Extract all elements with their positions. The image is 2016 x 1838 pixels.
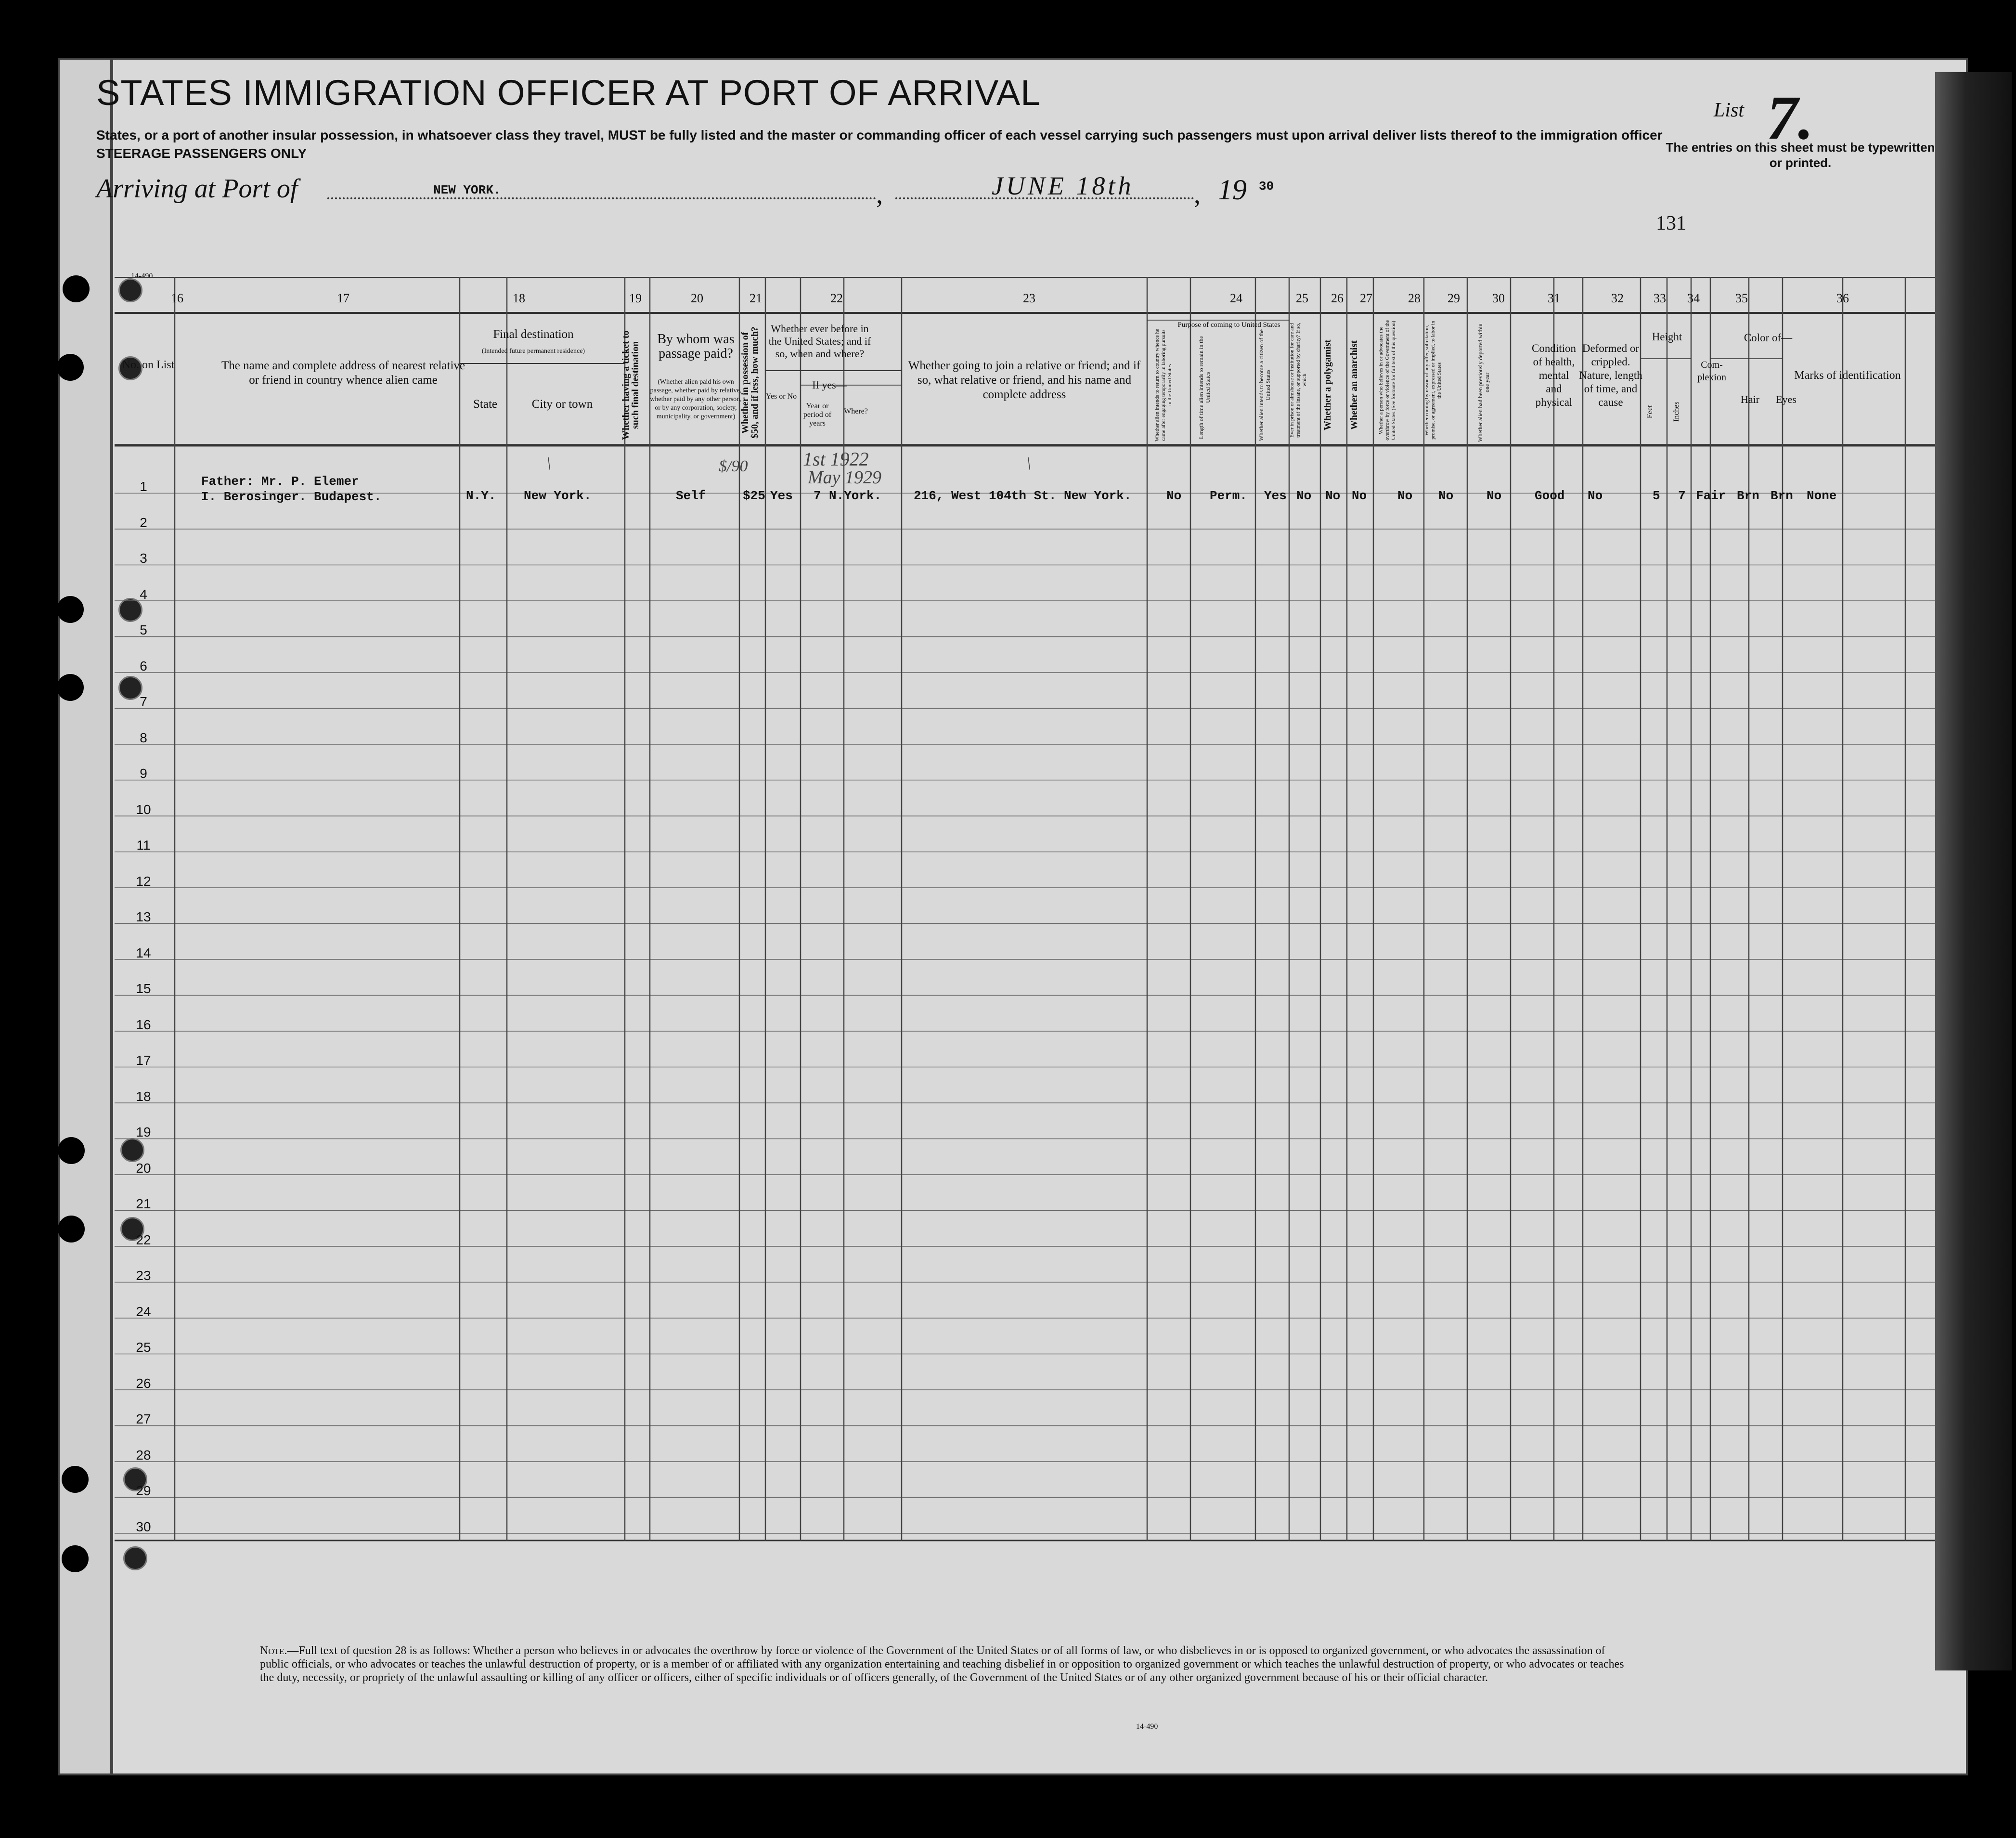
row-number: 30 (136, 1519, 151, 1534)
footnote-text: —Full text of question 28 is as follows: Whether a person who believes in or advocates the overthrow by force or violence of the Government of the United States or of all forms of law, or who disbelieves in or is opposed to organized government, or who advocates the assassination of public officials, or who advocates or teaches the unlawful destruction of property, or is a member of or affiliated with any organization entertaining and teaching disbelief in or opposition to organized government or which teaches the unlawful destruction of property, or who advocates or teaches the duty, necessity, or propriety of the unlawful assaulting or killing of any officer or officers, either of specific individuals or of officers generally, of the Government of the United States or of any other organized government because of his or their official character. (260, 1644, 1624, 1684)
col-number: 17 (337, 291, 349, 305)
header-nearest-relative: The name and complete address of nearest relative or friend in country whence alien came (221, 359, 465, 387)
header-anarchist: Whether an anarchist (1349, 340, 1359, 430)
row-number: 5 (140, 622, 147, 637)
footnote-label: Note. (260, 1644, 287, 1657)
handwritten-note: May 1929 (808, 467, 882, 488)
purpose-citizen: Yes (1264, 489, 1287, 503)
row-number: 12 (136, 873, 151, 889)
header-health: Condition of health, mental and physical (1531, 342, 1576, 408)
steerage-label: STEERAGE PASSENGERS ONLY (96, 146, 307, 161)
row-number: 4 (140, 586, 147, 602)
header-purpose: Purpose of coming to United States (1177, 321, 1280, 329)
row-number: 25 (136, 1340, 151, 1355)
header-color-of: Color of— (1744, 332, 1793, 344)
col-number: 25 (1296, 291, 1308, 305)
header-overthrow: Whether a person who believes in or advocates the overthrow by force or violence of the Government of the United States (See footnote for full text of this question) (1378, 320, 1396, 441)
destination-city: New York. (524, 489, 592, 503)
col-number: 30 (1492, 291, 1505, 305)
arrival-port: NEW YORK. (433, 183, 501, 197)
arrival-year: 30 (1259, 179, 1274, 194)
punch-hole (57, 674, 84, 701)
relative-name: Father: Mr. P. Elemer (201, 474, 359, 489)
footnote (260, 1644, 1627, 1684)
row-number: 19 (136, 1125, 151, 1139)
col-number: 32 (1611, 291, 1624, 305)
separator: , (1194, 180, 1201, 209)
row-number: 17 (136, 1053, 151, 1068)
height-feet: 5 (1653, 489, 1660, 503)
row-number: 14 (136, 945, 151, 960)
form-number-bottom: 14-490 (1136, 1722, 1158, 1731)
punch-hole (62, 1545, 89, 1572)
header-marks: Marks of identification (1794, 369, 1901, 382)
row-number: 27 (136, 1411, 151, 1426)
row-number: 28 (136, 1447, 151, 1463)
identification-marks: None (1807, 489, 1837, 503)
col-number: 19 (629, 291, 642, 305)
row-number: 23 (136, 1268, 151, 1283)
header-purpose-length: Length of time alien intends to remain in the United States (1198, 336, 1211, 439)
col-number: 23 (1023, 291, 1035, 305)
arrival-date: JUNE 18th (992, 171, 1134, 200)
separator: , (876, 180, 883, 209)
form-instructions: States, or a port of another insular possession, in whatsoever class they travel, MUST be fully listed and the master or commanding officer of each vessel carrying such passengers must upon arrival deliver lists thereof to the immigration officer (96, 128, 1663, 142)
prison-answer: No (1296, 489, 1312, 503)
arriving-port-label: Arriving at Port of (96, 174, 298, 204)
header-prison: Ever in prison or almshouse or institution for care and treatment of the insane, or supported by charity? If so, which (1289, 323, 1307, 438)
row-number: 13 (136, 909, 151, 924)
col-number: 26 (1331, 291, 1344, 305)
row-number: 6 (140, 658, 147, 673)
col-number: 33 (1654, 291, 1666, 305)
passage-paid-by: Self (676, 489, 706, 503)
check-mark: / (1021, 455, 1036, 473)
col-number: 28 (1408, 291, 1421, 305)
col-number: 21 (750, 291, 762, 305)
header-purpose-citizen: Whether alien intends to become a citizen of the United States (1258, 329, 1271, 441)
row-number: 18 (136, 1088, 151, 1104)
col-number: 35 (1735, 291, 1748, 305)
header-city: City or town (531, 398, 593, 411)
header-passage-paid-note: (Whether alien paid his own passage, whether paid by relative, whether paid by any other person, or by any corporation, society, municipality, or government) (650, 378, 742, 420)
header-deformed: Deformed or crippled. Nature, length of time, and cause (1579, 342, 1642, 408)
form-number: 14-490 (131, 272, 153, 280)
header-if-yes: If yes— (812, 379, 847, 391)
ever-before-yes-no: Yes (770, 489, 793, 503)
row-number: 22 (136, 1232, 151, 1247)
col-number: 22 (830, 291, 843, 305)
row-number: 16 (136, 1017, 151, 1032)
health-condition: Good (1535, 489, 1565, 503)
header-where: Where? (844, 407, 868, 415)
handwritten-note: $/90 (719, 457, 748, 475)
row-number: 7 (140, 694, 147, 709)
header-ticket: Whether having a ticket to such final destination (620, 330, 641, 440)
header-state: State (473, 398, 497, 411)
purpose-length: Perm. (1210, 489, 1248, 503)
relative-address: I. Berosinger. Budapest. (201, 490, 382, 504)
port-fill-line (327, 197, 876, 199)
page-number: 131 (1656, 212, 1686, 234)
col-number: 18 (513, 291, 525, 305)
destination-state: N.Y. (466, 489, 496, 503)
row-number: 10 (136, 802, 151, 817)
deformed-answer: No (1588, 489, 1603, 503)
binding-margin (60, 60, 113, 1773)
punch-hole (58, 1137, 85, 1164)
header-yes-no: Yes or No (765, 392, 797, 401)
overthrow-answer: No (1397, 489, 1413, 503)
col-number: 29 (1447, 291, 1460, 305)
header-year-period: Year or period of years (803, 402, 832, 427)
row-number: 20 (136, 1160, 151, 1176)
height-inches: 7 (1678, 489, 1686, 503)
row-number: 26 (136, 1375, 151, 1391)
typewritten-note: The entries on this sheet must be typewritten or printed. (1666, 140, 1935, 170)
punch-hole (57, 596, 84, 623)
manifest-table (115, 277, 1935, 1605)
row-number: 2 (140, 515, 147, 530)
row-number: 21 (136, 1196, 151, 1211)
header-final-destination-note: (Intended future permanent residence) (481, 348, 585, 355)
form-title: STATES IMMIGRATION OFFICER AT PORT OF ARRIVAL (96, 73, 1041, 113)
purpose-return: No (1166, 489, 1182, 503)
row-number: 15 (136, 981, 151, 996)
eye-color: Brn (1770, 489, 1793, 503)
header-feet: Feet (1646, 405, 1654, 418)
year-prefix: 19 (1218, 174, 1247, 206)
row-number: 8 (140, 730, 147, 745)
header-ever-before-us: Whether ever before in the United States; and if so, when and where? (768, 323, 871, 360)
ever-before-where: N.York. (829, 489, 882, 503)
punch-hole (58, 1216, 85, 1243)
header-final-destination: Final destination (493, 328, 574, 341)
list-number: 7. (1767, 83, 1814, 153)
money-amount: $25 (743, 489, 765, 503)
row-number: 24 (136, 1304, 151, 1319)
col-number: 27 (1360, 291, 1372, 305)
check-mark: / (542, 455, 556, 473)
col-number: 36 (1836, 291, 1849, 305)
header-hair: Hair (1740, 393, 1760, 405)
header-fifty-dollars: Whether in possession of $50, and if less, how much? (740, 326, 760, 439)
polygamist-answer: No (1325, 489, 1341, 503)
joining-address: 216, West 104th St. New York. (914, 489, 1132, 503)
row-number: 11 (136, 838, 151, 853)
punch-hole (62, 1466, 89, 1493)
header-joining-relative: Whether going to join a relative or friend; and if so, what relative or friend, and his name and complete address (908, 359, 1141, 401)
col-number: 20 (691, 291, 703, 305)
handwritten-note: 1st 1922 (803, 448, 869, 470)
row-number: 29 (136, 1483, 151, 1498)
header-deported: Whether alien had been previously deported within one year (1477, 324, 1490, 442)
deported-answer: No (1486, 489, 1502, 503)
complexion: Fair (1696, 489, 1726, 503)
header-eyes: Eyes (1776, 393, 1796, 405)
punch-hole (57, 354, 84, 381)
row-number: 1 (140, 479, 147, 494)
punch-hole (63, 275, 90, 302)
labor-offer-answer: No (1438, 489, 1454, 503)
header-complexion: Com-plexion (1697, 360, 1726, 383)
list-label: List (1714, 99, 1745, 121)
header-polygamist: Whether a polygamist (1322, 339, 1333, 431)
ever-before-year: 7 (814, 489, 821, 503)
row-number: 3 (140, 551, 147, 566)
page-edge-shadow (1935, 72, 2012, 1670)
col-number: 16 (171, 291, 183, 305)
header-no-on-list: No. on List (122, 359, 175, 371)
hair-color: Brn (1737, 489, 1759, 503)
header-purpose-return: Whether alien intends to return to country whence he came after engaging temporarily in laboring pursuits in the United States (1154, 329, 1173, 441)
col-number: 24 (1230, 291, 1242, 305)
header-passage-paid: By whom was passage paid? (657, 332, 735, 361)
header-labor-offer: Whether coming by reason of any offer, solicitation, promise, or agreement, expressed or implied, to labor in the United States (1424, 321, 1442, 440)
table-rules (115, 277, 1935, 1605)
col-number: 31 (1548, 291, 1560, 305)
header-height: Height (1652, 331, 1682, 343)
row-number: 9 (140, 766, 147, 781)
col-number: 34 (1687, 291, 1700, 305)
anarchist-answer: No (1352, 489, 1367, 503)
header-inches: Inches (1672, 401, 1680, 422)
